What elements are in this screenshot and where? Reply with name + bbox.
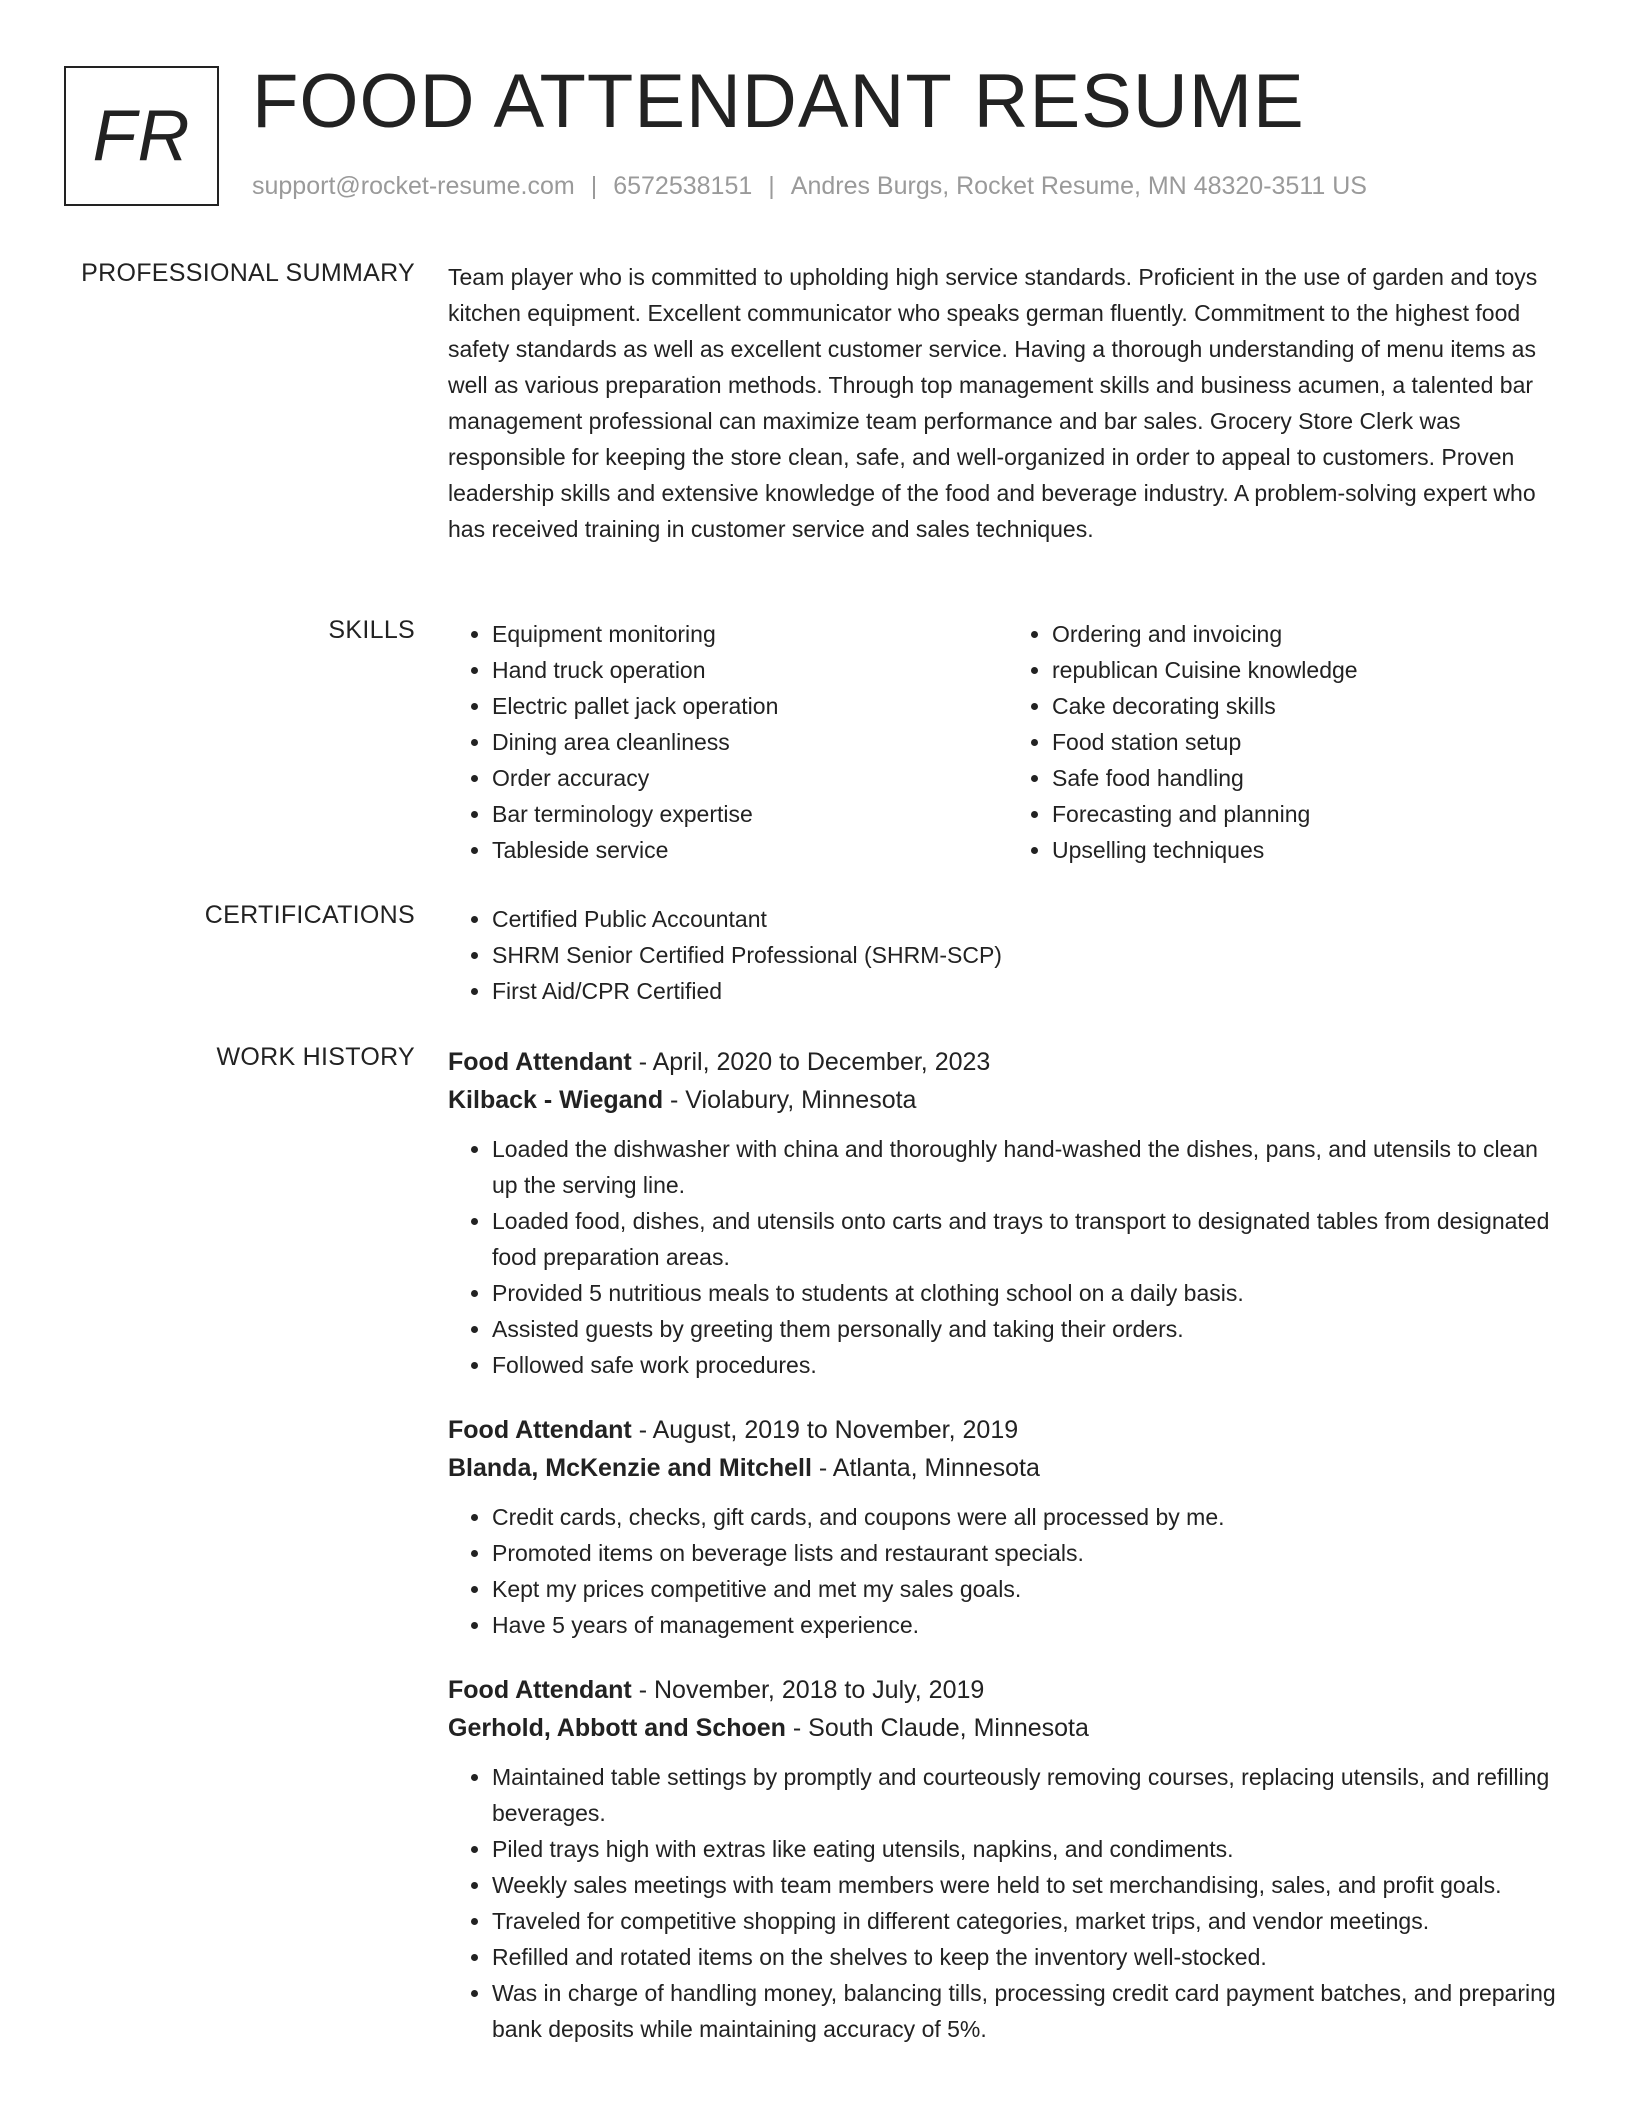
job-entry: [448, 1411, 1568, 1643]
job-company-line: [448, 1449, 1568, 1487]
job-bullet: • Loaded food, dishes, and utensils onto carts and trays to transport to designated tables from designated food preparation areas.: [492, 1203, 1568, 1275]
skill-item: • Tableside service: [492, 832, 1008, 868]
job-bullet: • Was in charge of handling money, balancing tills, processing credit card payment batches, and preparing bank deposits while maintaining accuracy of 5%.: [492, 1975, 1568, 2047]
skill-item: • Hand truck operation: [492, 652, 1008, 688]
job-bullet: • Maintained table settings by promptly and courteously removing courses, replacing utensils, and refilling beverages.: [492, 1759, 1568, 1831]
summary-body: [448, 259, 1568, 547]
job-location: - Atlanta, Minnesota: [811, 1454, 1040, 1482]
contact-phone: 6572538151: [613, 172, 753, 200]
contact-address: Andres Burgs, Rocket Resume, MN 48320-3511 US: [790, 172, 1367, 200]
skill-item: • Equipment monitoring: [492, 616, 1008, 652]
job-bullets: [448, 1499, 1568, 1643]
skill-item: • Dining area cleanliness: [492, 724, 1008, 760]
job-company-line: [448, 1081, 1568, 1119]
skill-item: • Food station setup: [1052, 724, 1568, 760]
job-company: Gerhold, Abbott and Schoen: [448, 1714, 786, 1742]
certifications-body: [448, 901, 1568, 1009]
certification-item: • Certified Public Accountant: [492, 901, 1568, 937]
skill-item: • Forecasting and planning: [1052, 796, 1568, 832]
job-title: Food Attendant: [448, 1048, 632, 1076]
job-bullet: • Piled trays high with extras like eating utensils, napkins, and condiments.: [492, 1831, 1568, 1867]
skill-item: • Bar terminology expertise: [492, 796, 1008, 832]
job-dates: - August, 2019 to November, 2019: [631, 1416, 1019, 1444]
certification-item: • First Aid/CPR Certified: [492, 973, 1568, 1009]
section-label-skills: SKILLS: [328, 616, 415, 644]
job-company-line: [448, 1709, 1568, 1747]
job-title: Food Attendant: [448, 1416, 632, 1444]
skills-body: [448, 616, 1568, 868]
section-label-work-history: WORK HISTORY: [216, 1043, 415, 1071]
contact-line: [252, 172, 1367, 201]
job-title-line: [448, 1671, 1568, 1709]
job-bullet: • Loaded the dishwasher with china and thoroughly hand-washed the dishes, pans, and utensils to clean up the serving line.: [492, 1131, 1568, 1203]
job-dates: - November, 2018 to July, 2019: [631, 1676, 985, 1704]
certification-item: • SHRM Senior Certified Professional (SHRM-SCP): [492, 937, 1568, 973]
job-company: Blanda, McKenzie and Mitchell: [448, 1454, 812, 1482]
job-entry: [448, 1671, 1568, 2047]
job-bullet: • Credit cards, checks, gift cards, and coupons were all processed by me.: [492, 1499, 1568, 1535]
job-bullet: • Provided 5 nutritious meals to students at clothing school on a daily basis.: [492, 1275, 1568, 1311]
skill-item: • republican Cuisine knowledge: [1052, 652, 1568, 688]
skill-item: • Upselling techniques: [1052, 832, 1568, 868]
job-bullet: • Refilled and rotated items on the shelves to keep the inventory well-stocked.: [492, 1939, 1568, 1975]
skills-list-right: [1008, 616, 1568, 868]
job-bullet: • Assisted guests by greeting them personally and taking their orders.: [492, 1311, 1568, 1347]
section-label-summary: PROFESSIONAL SUMMARY: [81, 259, 415, 287]
skill-item: • Ordering and invoicing: [1052, 616, 1568, 652]
job-company: Kilback - Wiegand: [448, 1086, 664, 1114]
section-label-certifications: CERTIFICATIONS: [204, 901, 415, 929]
skills-list-left: [448, 616, 1008, 868]
job-entry: [448, 1043, 1568, 1383]
contact-separator: |: [768, 172, 775, 200]
contact-separator: |: [590, 172, 598, 200]
skill-item: • Cake decorating skills: [1052, 688, 1568, 724]
job-title-line: [448, 1411, 1568, 1449]
job-bullet: • Promoted items on beverage lists and restaurant specials.: [492, 1535, 1568, 1571]
monogram-initials: FR: [92, 96, 191, 176]
job-title-line: [448, 1043, 1568, 1081]
contact-email: support@rocket-resume.com: [252, 172, 575, 200]
job-title: Food Attendant: [448, 1676, 632, 1704]
skill-item: • Order accuracy: [492, 760, 1008, 796]
job-bullet: • Traveled for competitive shopping in different categories, market trips, and vendor meetings.: [492, 1903, 1568, 1939]
summary-text: Team player who is committed to upholding high service standards. Proficient in the use of garden and toys kitchen equipment. Excellent communicator who speaks german fluently. Commitment to the highest food safety standards as well as excellent customer service. Having a thorough understanding of menu items as well as various preparation methods. Through top management skills and business acumen, a talented bar management professional can maximize team performance and bar sales. Grocery Store Clerk was responsible for keeping the store clean, safe, and well-organized in order to appeal to customers. Proven leadership skills and extensive knowledge of the food and beverage industry. A problem-solving expert who has received training in customer service and sales techniques.: [448, 264, 1538, 542]
certifications-list: [448, 901, 1568, 1009]
job-bullet: • Kept my prices competitive and met my sales goals.: [492, 1571, 1568, 1607]
job-location: - Violabury, Minnesota: [663, 1086, 917, 1114]
job-bullet: • Have 5 years of management experience.: [492, 1607, 1568, 1643]
job-bullet: • Followed safe work procedures.: [492, 1347, 1568, 1383]
skill-item: • Safe food handling: [1052, 760, 1568, 796]
job-bullets: [448, 1131, 1568, 1383]
job-location: - South Claude, Minnesota: [785, 1714, 1089, 1742]
job-bullets: [448, 1759, 1568, 2047]
resume-title: FOOD ATTENDANT RESUME: [252, 59, 1305, 144]
skill-item: • Electric pallet jack operation: [492, 688, 1008, 724]
work-history-body: [448, 1043, 1568, 2075]
job-dates: - April, 2020 to December, 2023: [631, 1048, 991, 1076]
job-bullet: • Weekly sales meetings with team members were held to set merchandising, sales, and profit goals.: [492, 1867, 1568, 1903]
monogram-logo: [64, 66, 219, 206]
